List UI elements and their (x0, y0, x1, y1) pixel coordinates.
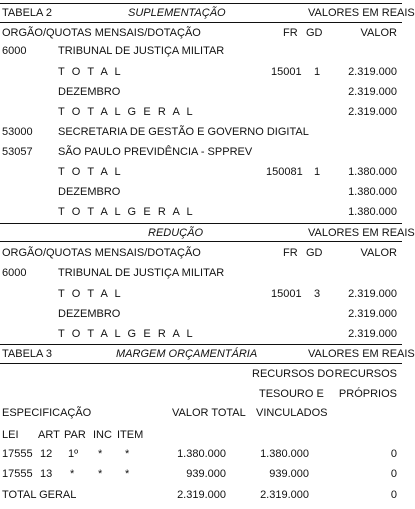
header-orgao: ORGÃO/QUOTAS MENSAIS/DOTAÇÃO (2, 247, 201, 259)
table3-label: TABELA 3 (2, 348, 52, 360)
total-geral-label: T O T A L G E R A L (58, 106, 195, 118)
valor-value: 1.380.000 (348, 166, 397, 178)
valor-value: 2.319.000 (348, 308, 397, 320)
margem-title: MARGEM ORÇAMENTÁRIA (116, 348, 258, 360)
reducao-unit: VALORES EM REAIS (308, 227, 415, 239)
header-recursos-tesouro: RECURSOS DO (252, 368, 334, 380)
header-inc: INC (93, 429, 112, 441)
month-label: DEZEMBRO (58, 186, 121, 198)
header-orgao: ORGÃO/QUOTAS MENSAIS/DOTAÇÃO (2, 27, 201, 39)
valor-total-value: 2.319.000 (177, 489, 226, 501)
fr-value: 15001 (271, 66, 302, 78)
fr-value: 15001 (271, 288, 302, 300)
reducao-title: REDUÇÃO (148, 227, 204, 239)
header-tesouro-e: TESOURO E (259, 388, 324, 400)
rule (0, 344, 402, 345)
header-valor: VALOR (360, 247, 397, 259)
valor-value: 2.319.000 (348, 86, 397, 98)
valor-value: 2.319.000 (348, 66, 397, 78)
header-especificacao: ESPECIFICAÇÃO (2, 407, 92, 419)
org-code: 53057 (2, 146, 33, 158)
inc-value: * (98, 448, 103, 460)
org-code: 6000 (2, 267, 27, 279)
valor-value: 2.319.000 (348, 288, 397, 300)
top-rule (0, 3, 402, 4)
suplementacao-title: SUPLEMENTAÇÃO (128, 7, 226, 19)
header-recursos-proprios: RECURSOS (334, 368, 397, 380)
org-name: SÃO PAULO PREVIDÊNCIA - SPPREV (58, 146, 253, 158)
par-value: * (70, 468, 75, 480)
valor-value: 2.319.000 (348, 106, 397, 118)
header-proprios: PRÓPRIOS (338, 388, 397, 400)
table3-unit: VALORES EM REAIS (308, 348, 415, 360)
table2-unit: VALORES EM REAIS (308, 7, 415, 19)
art-value: 12 (40, 448, 53, 460)
total-geral-label: T O T A L G E R A L (58, 328, 195, 340)
proprios-value: 0 (390, 489, 397, 501)
proprios-value: 0 (390, 468, 397, 480)
total-label: T O T A L (58, 166, 123, 178)
org-code: 6000 (2, 45, 27, 57)
inc-value: * (98, 468, 103, 480)
org-code: 53000 (2, 126, 33, 138)
item-value: * (125, 448, 130, 460)
header-fr: FR (283, 27, 298, 39)
header-item: ITEM (117, 429, 144, 441)
rule (0, 22, 402, 23)
proprios-value: 0 (390, 448, 397, 460)
rule (0, 223, 402, 224)
fr-value: 150081 (266, 166, 303, 178)
header-art: ART (38, 429, 60, 441)
header-par: PAR (64, 429, 86, 441)
total-label: T O T A L (58, 66, 123, 78)
gd-value: 1 (314, 66, 321, 78)
par-value: 1º (68, 448, 79, 460)
header-fr: FR (283, 247, 298, 259)
header-vinculados: VINCULADOS (256, 407, 328, 419)
lei-value: 17555 (2, 448, 33, 460)
gd-value: 3 (314, 288, 321, 300)
org-name: TRIBUNAL DE JUSTIÇA MILITAR (58, 267, 225, 279)
rule (0, 241, 402, 242)
lei-value: 17555 (2, 468, 33, 480)
valor-value: 1.380.000 (348, 206, 397, 218)
header-valor-total: VALOR TOTAL (172, 407, 246, 419)
org-name: TRIBUNAL DE JUSTIÇA MILITAR (58, 45, 225, 57)
gd-value: 1 (314, 166, 321, 178)
total-geral-label: TOTAL GERAL (2, 489, 77, 501)
org-name: SECRETARIA DE GESTÃO E GOVERNO DIGITAL (58, 126, 309, 138)
valor-total-value: 939.000 (186, 468, 226, 480)
tesouro-value: 1.380.000 (260, 448, 309, 460)
header-valor: VALOR (360, 27, 397, 39)
month-label: DEZEMBRO (58, 308, 121, 320)
total-label: T O T A L (58, 288, 123, 300)
month-label: DEZEMBRO (58, 86, 121, 98)
header-gd: GD (306, 27, 323, 39)
art-value: 13 (40, 468, 53, 480)
total-geral-label: T O T A L G E R A L (58, 206, 195, 218)
tesouro-value: 2.319.000 (260, 489, 309, 501)
item-value: * (125, 468, 130, 480)
rule (0, 363, 402, 364)
valor-value: 2.319.000 (348, 328, 397, 340)
tesouro-value: 939.000 (269, 468, 309, 480)
header-gd: GD (306, 247, 323, 259)
valor-total-value: 1.380.000 (177, 448, 226, 460)
header-lei: LEI (2, 429, 19, 441)
table2-label: TABELA 2 (2, 7, 52, 19)
valor-value: 1.380.000 (348, 186, 397, 198)
